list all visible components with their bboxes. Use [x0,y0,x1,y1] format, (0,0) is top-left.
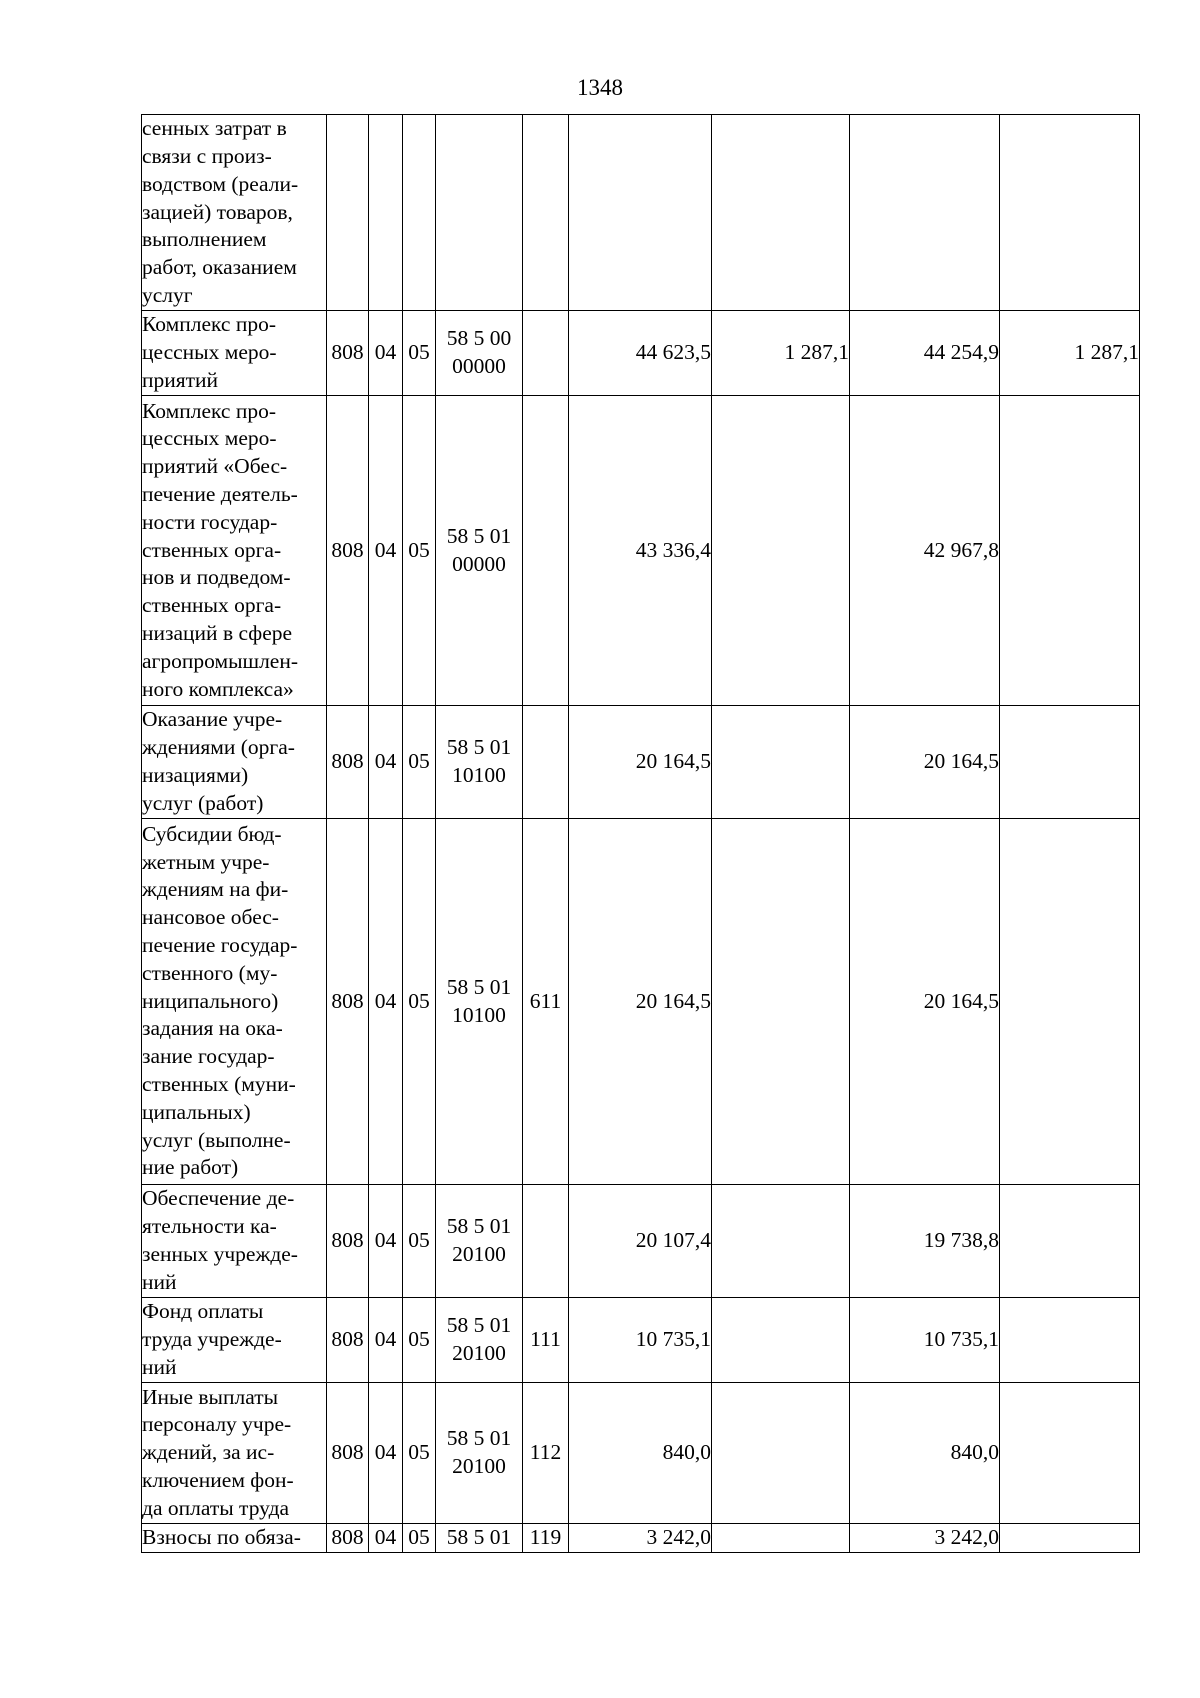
target-article-line: 58 5 01 [446,1313,512,1338]
amount-1-federal [712,396,850,706]
description-line: ственных орга- [142,537,282,562]
ministry-code: 808 [327,1298,369,1383]
description-line: зание государ- [142,1044,275,1069]
amount-1-federal: 1 287,1 [712,311,850,396]
expense-type-code: 111 [523,1298,569,1383]
description-line: жетным учре- [142,849,270,874]
description-line: услуг (работ) [142,790,264,815]
expense-type-code: 119 [523,1524,569,1553]
ministry-code: 808 [327,706,369,819]
description-line: ние работ) [142,1155,239,1180]
row-description [142,706,327,819]
target-article-code [436,1298,523,1383]
description-line: печение деятель- [142,482,298,506]
target-article-line: 58 5 01 [446,1426,512,1451]
amount-1-federal [712,706,850,819]
amount-1: 840,0 [569,1383,712,1524]
subsection-code: 05 [403,819,436,1185]
section-code: 04 [369,819,403,1185]
target-article-line: 20100 [452,1242,506,1266]
description-line: ственного (му- [142,960,278,985]
description-line: связи с произ- [142,144,272,168]
target-article-line: 20100 [452,1454,506,1478]
row-description [142,1298,327,1383]
amount-1: 10 735,1 [569,1298,712,1383]
amount-2: 840,0 [850,1383,1000,1524]
description-line: задания на ока- [142,1016,283,1041]
description-line: услуг (выполне- [142,1127,291,1152]
description-line: да оплаты труда [142,1495,290,1520]
amount-2: 20 164,5 [850,819,1000,1185]
section-code: 04 [369,1185,403,1298]
description-line: ний [142,1354,177,1379]
section-code: 04 [369,1383,403,1524]
target-article-code [436,819,523,1185]
description-line: агропромышлен- [142,648,299,673]
amount-2 [850,115,1000,311]
description-line: приятий [142,367,219,392]
amount-1: 20 164,5 [569,706,712,819]
table-row [142,1185,1140,1298]
target-article-line: 58 5 01 [446,974,512,999]
row-description [142,311,327,396]
row-description [142,1383,327,1524]
description-line: ключением фон- [142,1467,294,1492]
amount-2: 20 164,5 [850,706,1000,819]
subsection-code: 05 [403,311,436,396]
ministry-code: 808 [327,1383,369,1524]
amount-2-federal [1000,1298,1140,1383]
target-article-line: 58 5 01 [446,1214,512,1239]
target-article-code [436,1383,523,1524]
row-description [142,396,327,706]
amount-2-federal [1000,706,1140,819]
amount-2-federal [1000,1524,1140,1553]
description-line: выполнением [142,227,267,252]
subsection-code: 05 [403,1383,436,1524]
description-line: труда учрежде- [142,1327,282,1352]
target-article-code [436,396,523,706]
description-line: Комплекс про- [142,398,276,423]
table-row [142,706,1140,819]
amount-2: 42 967,8 [850,396,1000,706]
row-description [142,1185,327,1298]
amount-2-federal: 1 287,1 [1000,311,1140,396]
description-line: ственных орга- [142,593,282,618]
description-line: Обеспечение де- [142,1186,295,1211]
section-code: 04 [369,1524,403,1553]
subsection-code: 05 [403,1298,436,1383]
ministry-code [327,115,369,311]
expense-type-code [523,706,569,819]
section-code: 04 [369,311,403,396]
target-article-code [436,706,523,819]
description-line: Фонд оплаты [142,1299,264,1324]
row-description [142,115,327,311]
amount-2-federal [1000,1185,1140,1298]
subsection-code: 05 [403,1185,436,1298]
target-article-code [436,1524,523,1553]
subsection-code: 05 [403,396,436,706]
row-description [142,1524,327,1553]
description-line: ятельности ка- [142,1214,277,1239]
amount-1: 3 242,0 [569,1524,712,1553]
budget-table [141,114,1140,1553]
target-article-line: 00000 [452,551,506,576]
description-line: ждениям на фи- [142,877,289,902]
amount-2-federal [1000,819,1140,1185]
table-row [142,1524,1140,1553]
expense-type-code [523,115,569,311]
target-article-line: 20100 [452,1341,506,1365]
expense-type-code: 112 [523,1383,569,1524]
amount-1: 43 336,4 [569,396,712,706]
expense-type-code [523,396,569,706]
description-line: приятий «Обес- [142,454,288,479]
amount-1: 20 107,4 [569,1185,712,1298]
description-line: услуг [142,282,193,307]
description-line: ний [142,1269,177,1294]
subsection-code: 05 [403,1524,436,1553]
description-line: ждений, за ис- [142,1440,275,1465]
description-line: ного комплекса» [142,676,294,701]
amount-1 [569,115,712,311]
amount-1-federal [712,1383,850,1524]
table-row [142,1383,1140,1524]
section-code: 04 [369,1298,403,1383]
description-line: ственных (муни- [142,1071,296,1096]
ministry-code: 808 [327,1524,369,1553]
target-article-line: 58 5 00 [446,326,512,351]
description-line: ципальных) [142,1099,251,1124]
description-line: нансовое обес- [142,905,279,930]
table-row [142,115,1140,311]
ministry-code: 808 [327,819,369,1185]
expense-type-code: 611 [523,819,569,1185]
target-article-line: 58 5 01 [446,1525,512,1549]
subsection-code [403,115,436,311]
amount-1-federal [712,1524,850,1553]
ministry-code: 808 [327,1185,369,1298]
amount-2: 44 254,9 [850,311,1000,396]
row-description [142,819,327,1185]
section-code: 04 [369,706,403,819]
description-line: Оказание учре- [142,707,283,732]
target-article-code [436,1185,523,1298]
amount-1-federal [712,819,850,1185]
description-line: низаций в сфере [142,620,293,645]
expense-type-code [523,311,569,396]
amount-1-federal [712,1185,850,1298]
description-line: сенных затрат в [142,116,287,141]
subsection-code: 05 [403,706,436,819]
target-article-line: 00000 [452,354,506,378]
target-article-line: 58 5 01 [446,523,512,548]
description-line: ности государ- [142,509,278,534]
target-article-code [436,311,523,396]
description-line: зацией) товаров, [142,199,293,224]
amount-2-federal [1000,115,1140,311]
target-article-code [436,115,523,311]
page-number: 1348 [577,75,623,100]
amount-2: 19 738,8 [850,1185,1000,1298]
description-line: персоналу учре- [142,1412,292,1437]
amount-2-federal [1000,396,1140,706]
table-row [142,311,1140,396]
description-line: цессных меро- [142,340,277,365]
description-line: низациями) [142,763,249,787]
description-line: Субсидии бюд- [142,821,282,846]
table-row [142,396,1140,706]
table-row [142,1298,1140,1383]
ministry-code: 808 [327,311,369,396]
target-article-line: 10100 [452,1002,506,1027]
amount-1-federal [712,115,850,311]
description-line: Комплекс про- [142,312,276,337]
amount-2-federal [1000,1383,1140,1524]
description-line: цессных меро- [142,426,277,451]
amount-2: 10 735,1 [850,1298,1000,1383]
ministry-code: 808 [327,396,369,706]
section-code [369,115,403,311]
target-article-line: 10100 [452,763,506,787]
amount-2: 3 242,0 [850,1524,1000,1553]
target-article-line: 58 5 01 [446,735,512,760]
amount-1: 20 164,5 [569,819,712,1185]
amount-1: 44 623,5 [569,311,712,396]
table-body [142,115,1140,1553]
description-line: ниципального) [142,988,279,1013]
table-row [142,819,1140,1185]
description-line: водством (реали- [142,171,299,196]
description-line: нов и подведом- [142,565,291,590]
description-line: Иные выплаты [142,1384,279,1409]
description-line: Взносы по обяза- [142,1525,301,1549]
description-line: работ, оказанием [142,255,297,280]
expense-type-code [523,1185,569,1298]
amount-1-federal [712,1298,850,1383]
description-line: ждениями (орга- [142,735,295,760]
description-line: зенных учрежде- [142,1242,298,1266]
description-line: печение государ- [142,933,298,957]
section-code: 04 [369,396,403,706]
